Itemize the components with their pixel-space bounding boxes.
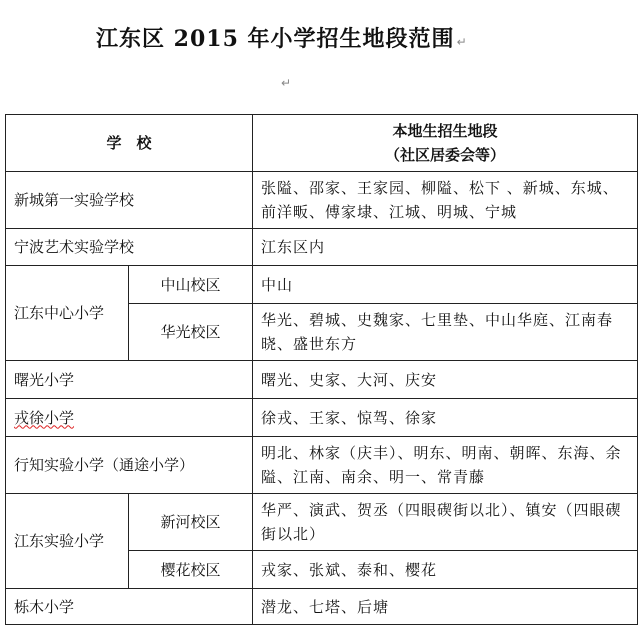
area-list: 曙光、史家、大河、庆安 bbox=[253, 361, 638, 399]
school-name: 栎木小学 bbox=[6, 589, 253, 625]
school-name: 江东实验小学 bbox=[6, 494, 129, 589]
area-list: 明北、林家（庆丰）、明东、明南、朝晖、东海、余隘、江南、南余、明一、常青藤 bbox=[253, 437, 638, 494]
school-name: 新城第一实验学校 bbox=[6, 172, 253, 229]
area-list: 华光、碧城、史魏家、七里垫、中山华庭、江南春晓、盛世东方 bbox=[253, 304, 638, 361]
paragraph-mark: ↵ bbox=[456, 35, 468, 49]
area-list: 潜龙、七塔、后塘 bbox=[253, 589, 638, 625]
area-list: 江东区内 bbox=[253, 229, 638, 266]
table-row bbox=[6, 494, 638, 551]
header-school: 学 校 bbox=[6, 115, 253, 172]
table-row bbox=[6, 399, 638, 437]
header-area bbox=[253, 115, 638, 172]
table-row bbox=[6, 589, 638, 625]
table-row bbox=[6, 172, 638, 229]
table-header-row bbox=[6, 115, 638, 172]
area-list: 张隘、邵家、王家园、柳隘、松下 、新城、东城、前洋畈、傅家埭、江城、明城、宁城 bbox=[253, 172, 638, 229]
school-name: 江东中心小学 bbox=[6, 266, 129, 361]
header-area-line1: 本地生招生地段 bbox=[392, 122, 498, 140]
area-list: 中山 bbox=[253, 266, 638, 304]
area-list: 华严、演武、贺丞（四眼碶街以北）、镇安（四眼碶街以北） bbox=[253, 494, 638, 551]
campus-name: 新河校区 bbox=[129, 494, 253, 551]
paragraph-mark: ↵ bbox=[281, 76, 292, 90]
page-title: 江东区 2015 年小学招生地段范围 ↵ bbox=[96, 26, 468, 52]
campus-name: 华光校区 bbox=[129, 304, 253, 361]
campus-name: 樱花校区 bbox=[129, 551, 253, 589]
school-name: 曙光小学 bbox=[6, 361, 253, 399]
school-name: 戎徐小学 bbox=[6, 399, 253, 437]
enrollment-table bbox=[5, 114, 638, 625]
area-list: 戎家、张斌、泰和、樱花 bbox=[253, 551, 638, 589]
header-area-line2: （社区居委会等） bbox=[385, 146, 506, 164]
school-name: 宁波艺术实验学校 bbox=[6, 229, 253, 266]
school-name: 行知实验小学（通途小学） bbox=[6, 437, 253, 494]
campus-name: 中山校区 bbox=[129, 266, 253, 304]
table-row bbox=[6, 437, 638, 494]
table-row bbox=[6, 229, 638, 266]
table-row bbox=[6, 361, 638, 399]
area-list: 徐戎、王家、惊驾、徐家 bbox=[253, 399, 638, 437]
table-row bbox=[6, 266, 638, 304]
